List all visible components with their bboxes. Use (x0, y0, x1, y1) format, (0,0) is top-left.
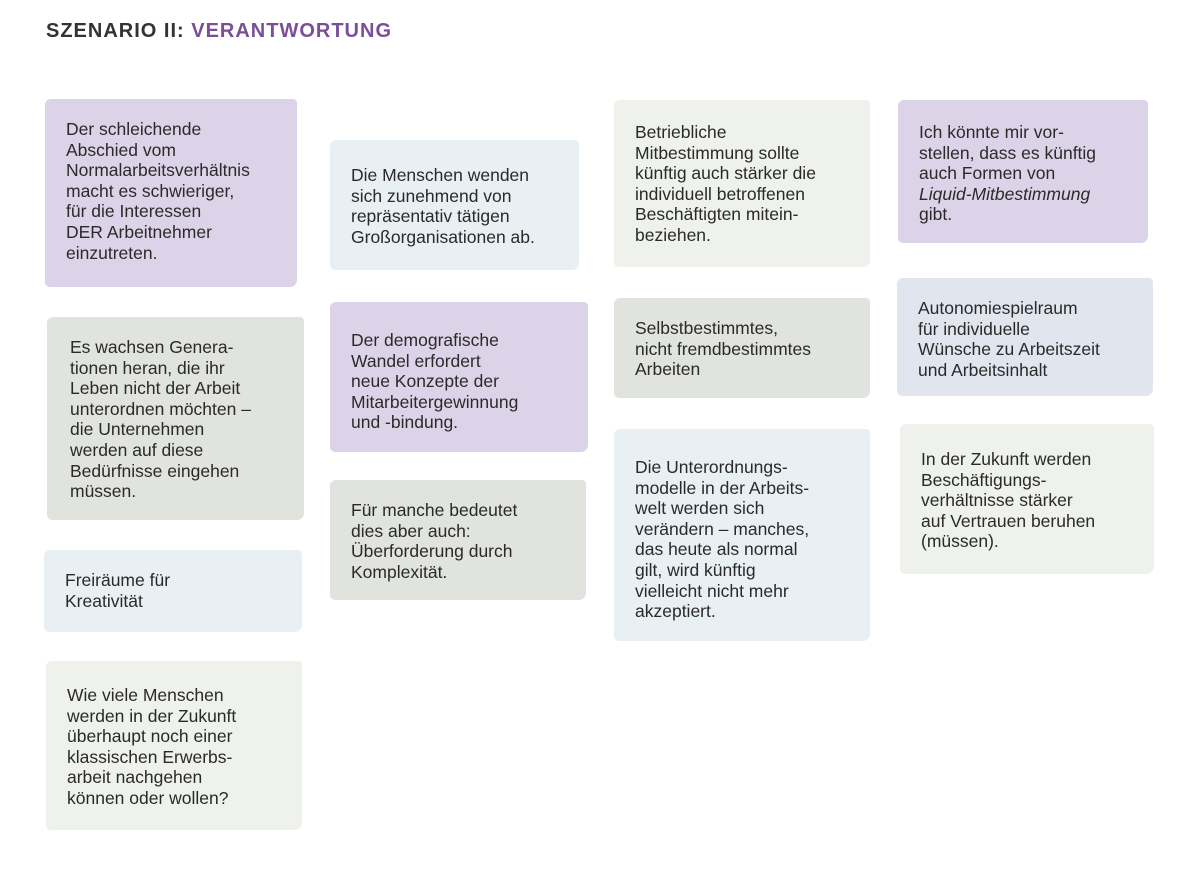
note-text: gibt. (919, 204, 953, 225)
note-card: Selbstbestimmtes, nicht fremdbestimmtes Arbeiten (614, 298, 870, 398)
note-emphasis: Liquid-Mitbestimmung (919, 183, 1091, 204)
note-card: Betriebliche Mitbestimmung sollte künftig auch stärker die individuell betroffenen Beschäftigten mitein- beziehen. (614, 100, 870, 267)
note-card: Autonomiespielraum für individuelle Wünsche zu Arbeitszeit und Arbeitsinhalt (897, 278, 1153, 396)
title-prefix: SZENARIO II: (46, 20, 185, 42)
note-card: Freiräume für Kreativität (44, 550, 302, 632)
page-title (46, 20, 392, 43)
note-card: Der schleichende Abschied vom Normalarbeitsverhältnis macht es schwieriger, für die Interessen DER Arbeitnehmer einzutreten. (45, 99, 297, 287)
note-card (898, 100, 1148, 243)
note-card: Für manche bedeutet dies aber auch: Überforderung durch Komplexität. (330, 480, 586, 600)
note-card: Der demografische Wandel erfordert neue Konzepte der Mitarbeitergewinnung und -bindung. (330, 302, 588, 452)
note-text: Ich könnte mir vor- stellen, dass es künftig auch Formen von (919, 122, 1097, 184)
note-card: Die Menschen wenden sich zunehmend von repräsentativ tätigen Großorganisationen ab. (330, 140, 579, 270)
note-card: In der Zukunft werden Beschäftigungs- verhältnisse stärker auf Vertrauen beruhen (müssen). (900, 424, 1154, 574)
title-accent: VERANTWORTUNG (191, 20, 392, 42)
note-card: Wie viele Menschen werden in der Zukunft überhaupt noch einer klassischen Erwerbs- arbeit nachgehen können oder wollen? (46, 661, 302, 830)
note-card: Die Unterordnungs- modelle in der Arbeits- welt werden sich verändern – manches, das heute als normal gilt, wird künftig vielleicht nicht mehr akzeptiert. (614, 429, 870, 641)
note-card: Es wachsen Genera- tionen heran, die ihr Leben nicht der Arbeit unterordnen möchten – die Unternehmen werden auf diese Bedürfnisse eingehen müssen. (47, 317, 304, 520)
